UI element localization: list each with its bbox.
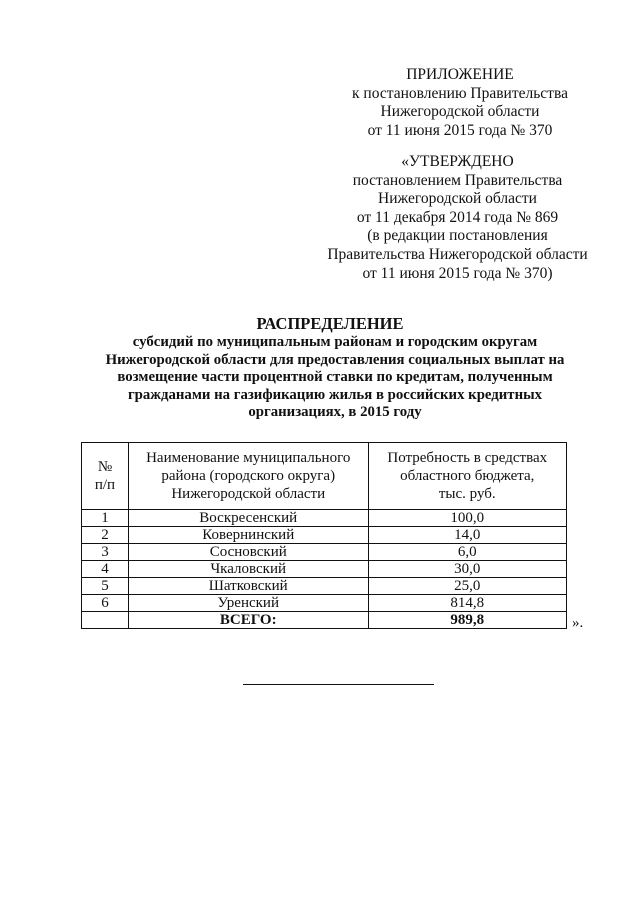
appendix-line: к постановлению Правительства <box>352 84 568 102</box>
header-number-line: № <box>97 459 113 475</box>
appendix-block <box>330 66 590 140</box>
header-district-name <box>128 443 368 510</box>
approval-line: от 11 июня 2015 года № 370) <box>362 264 553 282</box>
row-number: 4 <box>82 561 129 578</box>
table-total-row <box>82 612 567 629</box>
row-value: 814,8 <box>368 595 566 612</box>
header-number-line: п/п <box>94 477 116 493</box>
approval-line: (в редакции постановления <box>367 227 548 245</box>
total-label: ВСЕГО: <box>128 612 368 629</box>
table-row <box>82 510 567 527</box>
row-district: Воскресенский <box>128 510 368 527</box>
header-value-line: Потребность в средствах <box>387 450 548 466</box>
row-value: 100,0 <box>368 510 566 527</box>
row-district: Шатковский <box>128 578 368 595</box>
subtitle-line: Нижегородской области для предоставления социальных выплат на <box>105 351 565 368</box>
approval-block <box>305 153 610 283</box>
approval-line: постановлением Правительства <box>352 171 563 189</box>
appendix-line: ПРИЛОЖЕНИЕ <box>406 66 514 83</box>
subtitle-line: возмещение части процентной ставки по кредитам, полученным <box>117 369 553 386</box>
closing-quote-mark: ». <box>572 615 584 631</box>
total-value: 989,8 <box>368 612 566 629</box>
row-district: Ковернинский <box>128 527 368 544</box>
table-row <box>82 578 567 595</box>
row-number: 5 <box>82 578 129 595</box>
document-subtitle <box>70 334 600 422</box>
row-value: 14,0 <box>368 527 566 544</box>
table-row <box>82 544 567 561</box>
subtitle-line: субсидий по муниципальным районам и городским округам <box>132 334 538 350</box>
header-budget-need <box>368 443 566 510</box>
table-header-row <box>82 443 567 510</box>
table-row <box>82 595 567 612</box>
appendix-line: Нижегородской области <box>380 103 540 121</box>
approval-line: «УТВЕРЖДЕНО <box>401 153 514 170</box>
subtitle-line: организациях, в 2015 году <box>248 404 422 421</box>
header-value-line: областного бюджета, <box>400 468 535 484</box>
header-number <box>82 443 129 510</box>
approval-line: Нижегородской области <box>378 190 537 208</box>
header-value-line: тыс. руб. <box>438 486 496 502</box>
header-name-line: района (городского округа) <box>161 468 336 484</box>
row-number: 1 <box>82 510 129 527</box>
header-name-line: Наименование муниципального <box>146 450 351 466</box>
row-district: Сосновский <box>128 544 368 561</box>
document-title: РАСПРЕДЕЛЕНИЕ <box>256 314 404 333</box>
appendix-line: от 11 июня 2015 года № 370 <box>367 121 553 139</box>
closing-rule-line <box>243 684 434 685</box>
row-number: 6 <box>82 595 129 612</box>
row-value: 25,0 <box>368 578 566 595</box>
row-number: 2 <box>82 527 129 544</box>
table-row <box>82 561 567 578</box>
distribution-table <box>81 442 567 629</box>
row-district: Чкаловский <box>128 561 368 578</box>
row-district: Уренский <box>128 595 368 612</box>
approval-line: от 11 декабря 2014 года № 869 <box>356 208 559 226</box>
table-row <box>82 527 567 544</box>
row-value: 6,0 <box>368 544 566 561</box>
total-empty-cell <box>82 612 129 629</box>
approval-line: Правительства Нижегородской области <box>327 245 588 263</box>
subtitle-line: гражданами на газификацию жилья в российских кредитных <box>127 386 543 403</box>
row-value: 30,0 <box>368 561 566 578</box>
header-name-line: Нижегородской области <box>171 486 326 502</box>
row-number: 3 <box>82 544 129 561</box>
